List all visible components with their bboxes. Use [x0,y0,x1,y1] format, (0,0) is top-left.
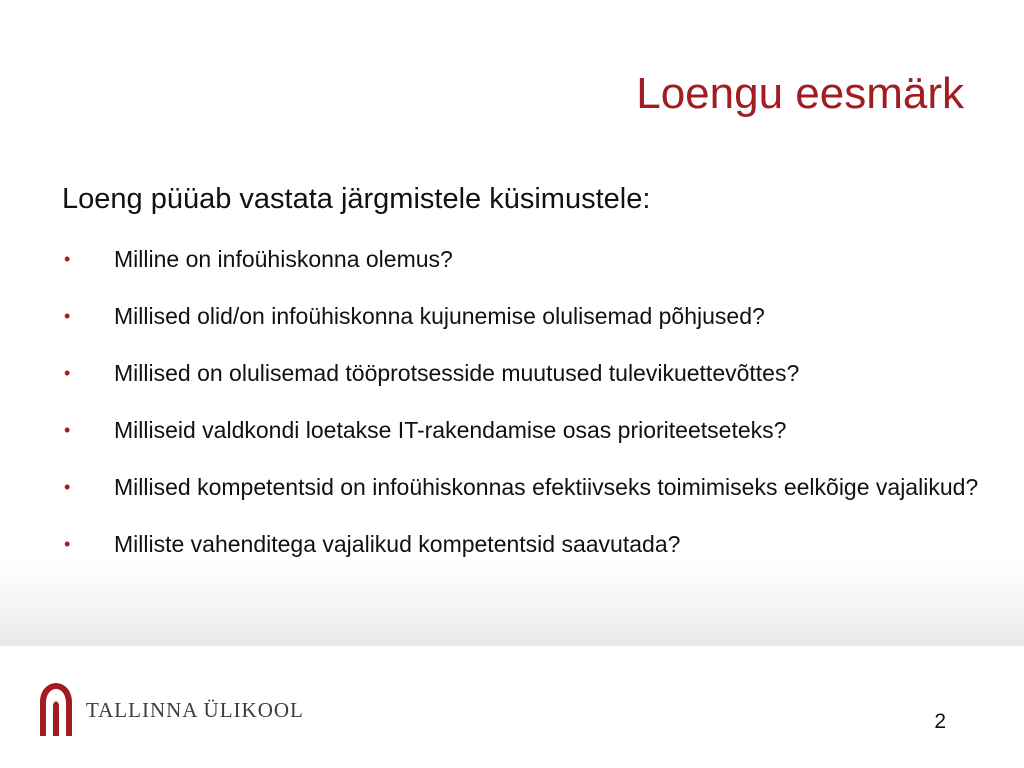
bullet-item [62,472,982,502]
bullet-icon: • [64,306,71,326]
bullet-text: Millised olid/on infoühiskonna kujunemise olulisemad põhjused? [114,303,765,329]
bullet-item [62,244,982,274]
bullet-icon: • [64,420,71,440]
bullet-icon: • [64,534,71,554]
bullet-icon: • [64,477,71,497]
tallinn-university-arch-icon [36,680,76,736]
bullet-item [62,358,982,388]
bullet-text: Millised kompetentsid on infoühiskonnas efektiivseks toimimiseks eelkõige vajalikud? [114,474,979,500]
bullet-icon: • [64,363,71,383]
bullet-icon: • [64,249,71,269]
bullet-text: Milline on infoühiskonna olemus? [114,246,453,272]
bullet-text: Milliseid valdkondi loetakse IT-rakendamise osas prioriteetseteks? [114,417,787,443]
slide-title: Loengu eesmärk [636,69,964,118]
bullet-text: Millised on olulisemad tööprotsesside muutused tulevikuettevõttes? [114,360,800,386]
bullet-item [62,415,982,445]
slide-intro: Loeng püüab vastata järgmistele küsimustele: [62,183,651,215]
bullet-item [62,301,982,331]
university-logo [36,680,304,736]
bullet-text: Milliste vahenditega vajalikud kompetentsid saavutada? [114,531,681,557]
page-number: 2 [934,710,946,733]
logo-text: TALLINNA ÜLIKOOL [86,697,304,722]
bullet-list [62,244,982,586]
bullet-item [62,529,982,559]
